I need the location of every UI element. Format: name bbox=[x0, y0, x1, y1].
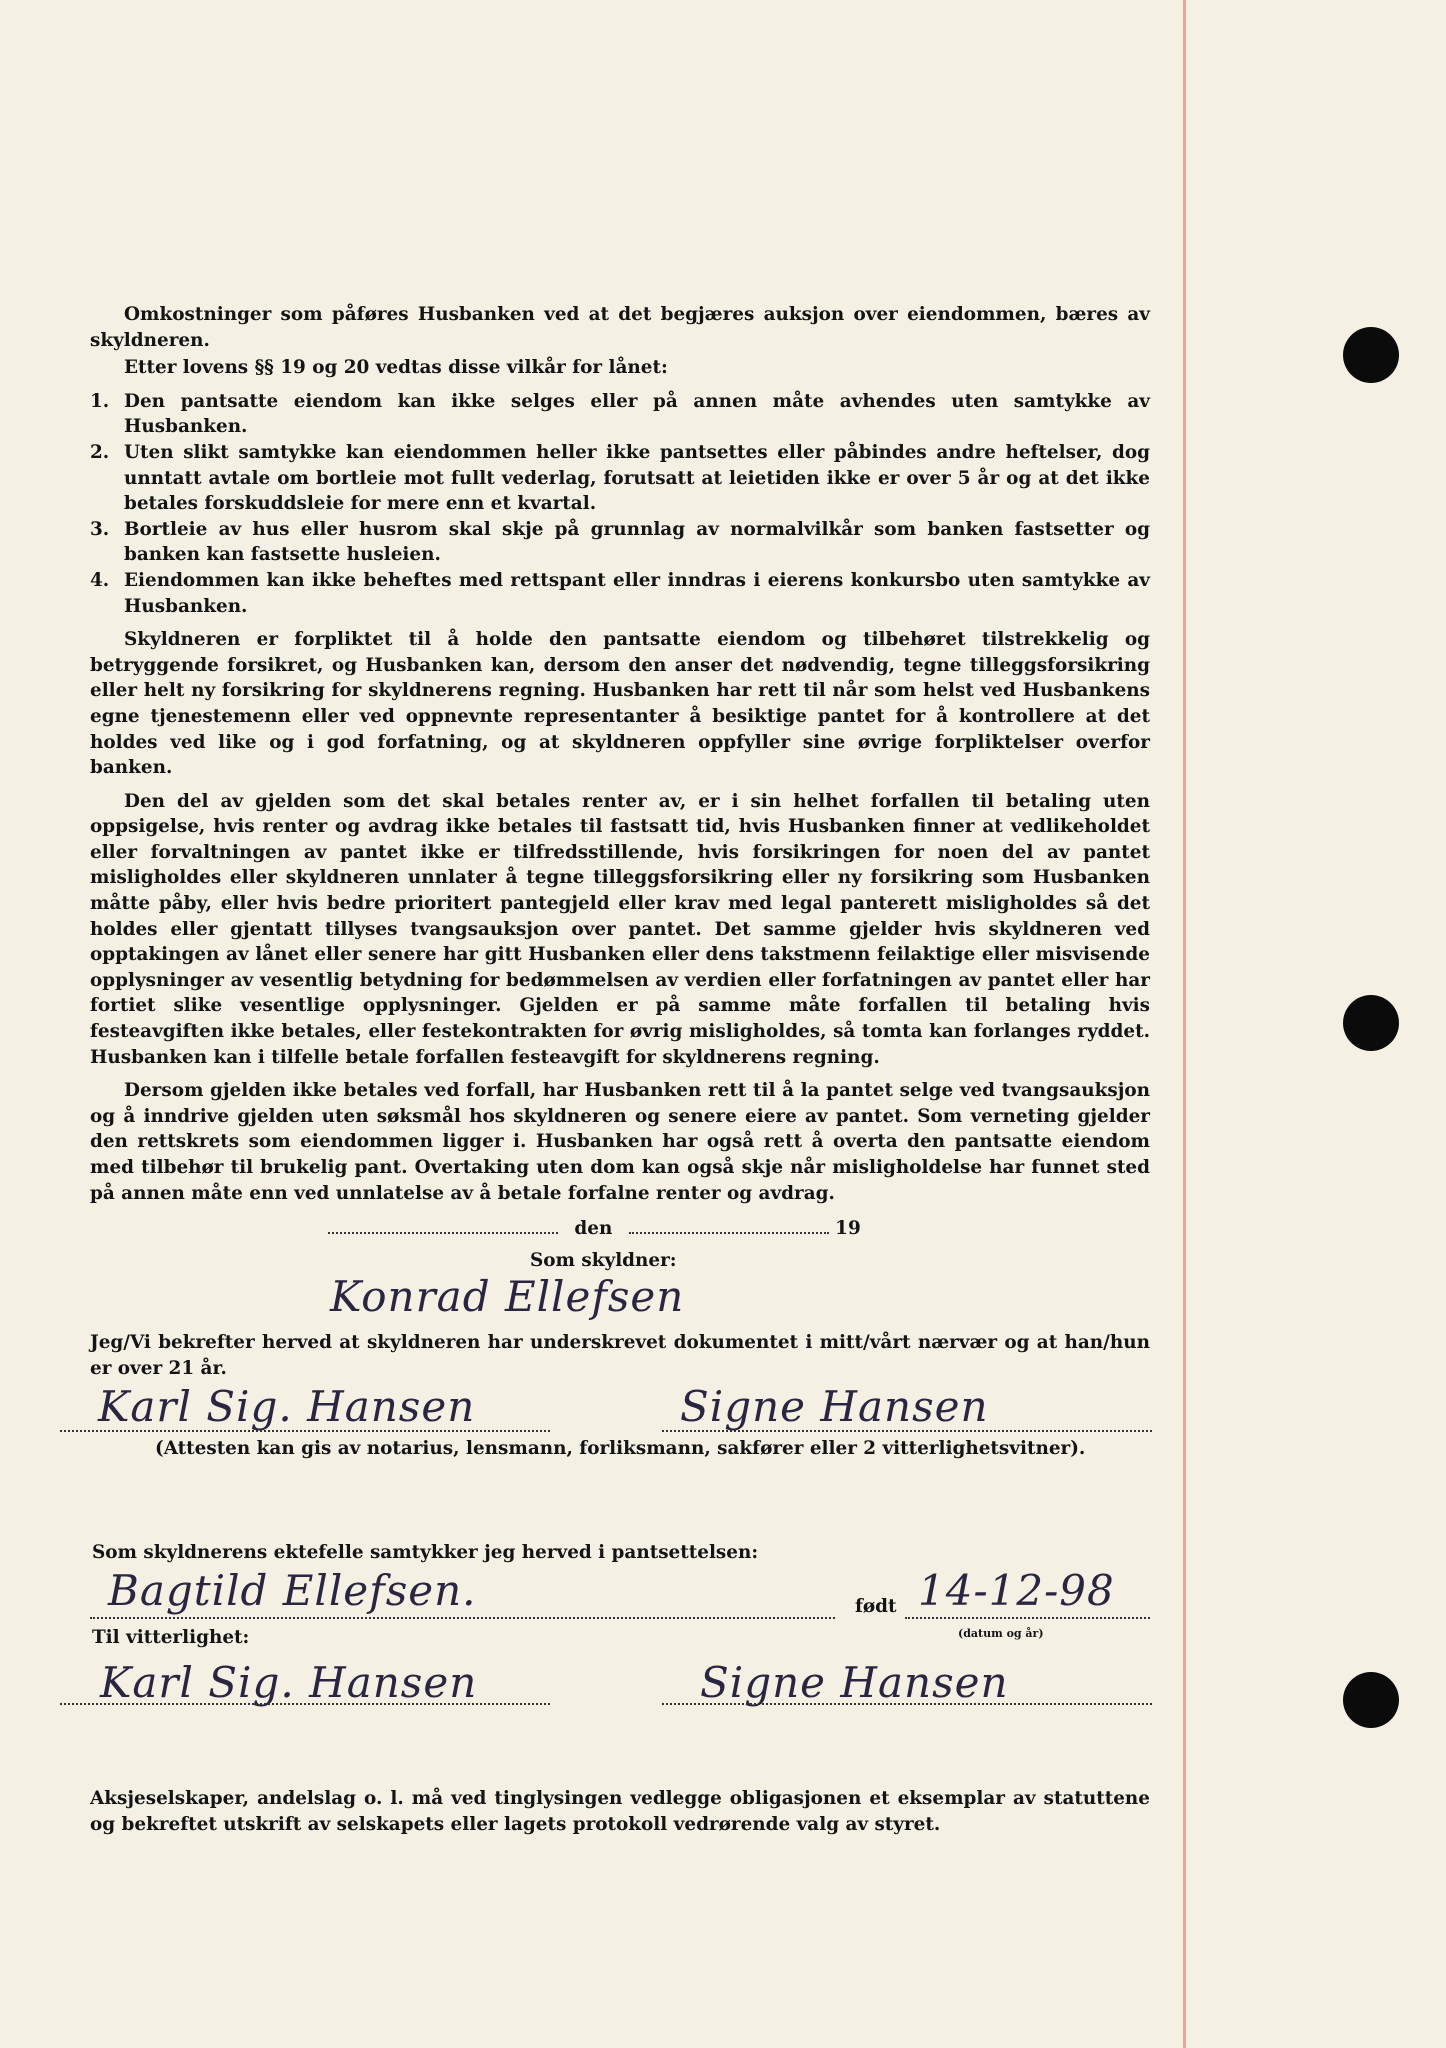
vitne3-line[interactable] bbox=[60, 1703, 550, 1705]
som-skyldner-label: Som skyldner: bbox=[530, 1250, 677, 1271]
vitne1-line[interactable] bbox=[60, 1430, 550, 1432]
datum-note: (datum og år) bbox=[958, 1627, 1044, 1640]
margin-line bbox=[1183, 0, 1186, 2048]
skyldner-signature: Konrad Ellefsen bbox=[330, 1272, 685, 1321]
punch-hole-middle bbox=[1343, 995, 1399, 1051]
date-line bbox=[328, 1218, 861, 1239]
fodt-line[interactable] bbox=[905, 1617, 1150, 1619]
fodt-date-handwritten: 14-12-98 bbox=[918, 1566, 1115, 1615]
vitne4-signature: Signe Hansen bbox=[700, 1658, 1009, 1707]
vitne1-signature: Karl Sig. Hansen bbox=[98, 1382, 476, 1431]
fodt-label: født bbox=[855, 1596, 897, 1617]
vilkaar-item: 2. Uten slikt samtykke kan eiendommen heller ikke pantsettes eller påbindes andre heftelser, dog unntatt avtale om bortleie mot fullt vederlag, forutsatt at leietiden ikke er over 5 år og at det ikke betales forskuddsleie for mere enn et kvartal. bbox=[90, 441, 1150, 515]
vitne2-line[interactable] bbox=[662, 1430, 1152, 1432]
para-forsikring: Skyldneren er forpliktet til å holde den pantsatte eiendom og tilbehøret tilstrekkelig og betryggende forsikret, og Husbanken kan, dersom den anser det nødvendig, tegne tilleggsforsikring eller helt ny forsikring for skyldnerens regning. Husbanken har rett til når som helst ved Husbankens egne tjenestemenn eller ved oppnevnte representanter å besiktige pantet for å kontrollere at det holdes ved like og i god forfatning, og at skyldneren oppfyller sine øvrige forpliktelser overfor banken. bbox=[90, 629, 1150, 779]
vilkaar-item: 4. Eiendommen kan ikke beheftes med rettspant eller inndras i eierens konkursbo uten samtykke av Husbanken. bbox=[90, 569, 1150, 617]
ektefelle-line[interactable] bbox=[90, 1617, 835, 1619]
vitne4-line[interactable] bbox=[662, 1703, 1152, 1705]
punch-hole-bottom bbox=[1343, 1672, 1399, 1728]
para-omkostninger: Omkostninger som påføres Husbanken ved at det begjæres auksjon over eiendommen, bæres av skyldneren. bbox=[90, 304, 1150, 351]
vilkaar-intro: Etter lovens §§ 19 og 20 vedtas disse vilkår for lånet: bbox=[124, 357, 668, 379]
ektefelle-signature: Bagtild Ellefsen. bbox=[108, 1566, 477, 1615]
aksjeselskap-note: Aksjeselskaper, andelslag o. l. må ved tinglysingen vedlegge obligasjonen et eksemplar av statuttene og bekreftet utskrift av selskapets eller lagets protokoll vedrørende valg av styret. bbox=[90, 1788, 1150, 1835]
attest-note: (Attesten kan gis av notarius, lensmann, forliksmann, sakfører eller 2 vitterlighetsvitner). bbox=[155, 1438, 1086, 1459]
terms-body bbox=[90, 302, 1150, 1206]
place-blank[interactable] bbox=[328, 1218, 558, 1234]
vilkaar-list bbox=[90, 389, 1150, 619]
punch-hole-top bbox=[1343, 327, 1399, 383]
vitne3-signature: Karl Sig. Hansen bbox=[100, 1658, 478, 1707]
ektefelle-text: Som skyldnerens ektefelle samtykker jeg herved i pantsettelsen: bbox=[92, 1542, 759, 1563]
para-forfall: Den del av gjelden som det skal betales renter av, er i sin helhet forfallen til betaling uten oppsigelse, hvis renter og avdrag ikke betales til fastsatt tid, hvis Husbanken finner at vedlikeholdet eller forvaltningen av pantet ikke er tilfredsstillende, hvis forsikringen for noen del av pantet misligholdes eller skyldneren unnlater å tegne tilleggsforsikring eller ny forsikring som Husbanken måtte påby, eller hvis bedre prioritert pantegjeld eller krav med legal panterett misligholdes så det holdes eller gjentatt tillyses tvangsauksjon over pantet. Det samme gjelder hvis skyldneren ved opptakingen av lånet eller senere har gitt Husbanken eller dens takstmenn feilaktige eller misvisende opplysninger av vesentlig betydning for bedømmelsen av verdien eller forfatningen av pantet eller har fortiet slike vesentlige opplysninger. Gjelden er på samme måte forfallen til betaling hvis festeavgiften ikke betales, eller festekontrakten for øvrig misligholdes, så tomta kan forlanges ryddet. Husbanken kan i tilfelle betale forfallen festeavgift for skyldnerens regning. bbox=[90, 790, 1150, 1068]
date-blank[interactable] bbox=[629, 1218, 829, 1234]
year-label: 19 bbox=[835, 1218, 861, 1239]
bekreftelse-text: Jeg/Vi bekrefter herved at skyldneren har underskrevet dokumentet i mitt/vårt nærvær og at han/hun er over 21 år. bbox=[90, 1332, 1150, 1379]
den-label: den bbox=[574, 1218, 613, 1239]
para-tvangsauksjon: Dersom gjelden ikke betales ved forfall, har Husbanken rett til å la pantet selge ved tvangsauksjon og å inndrive gjelden uten søksmål hos skyldneren og senere eiere av pantet. Som verneting gjelder den rettskrets som eiendommen ligger i. Husbanken har også rett å overta den pantsatte eiendom med tilbehør til brukelig pant. Overtaking uten dom kan også skje når misligholdelse har funnet sted på annen måte enn ved unnlatelse av å betale forfalne renter og avdrag. bbox=[90, 1080, 1150, 1204]
vilkaar-item: 3. Bortleie av hus eller husrom skal skje på grunnlag av normalvilkår som banken fastsetter og banken kan fastsette husleien. bbox=[90, 518, 1150, 566]
vilkaar-item: 1. Den pantsatte eiendom kan ikke selges eller på annen måte avhendes uten samtykke av Husbanken. bbox=[90, 390, 1150, 438]
vitne2-signature: Signe Hansen bbox=[680, 1382, 989, 1431]
til-vitterlighet-label: Til vitterlighet: bbox=[92, 1627, 250, 1648]
